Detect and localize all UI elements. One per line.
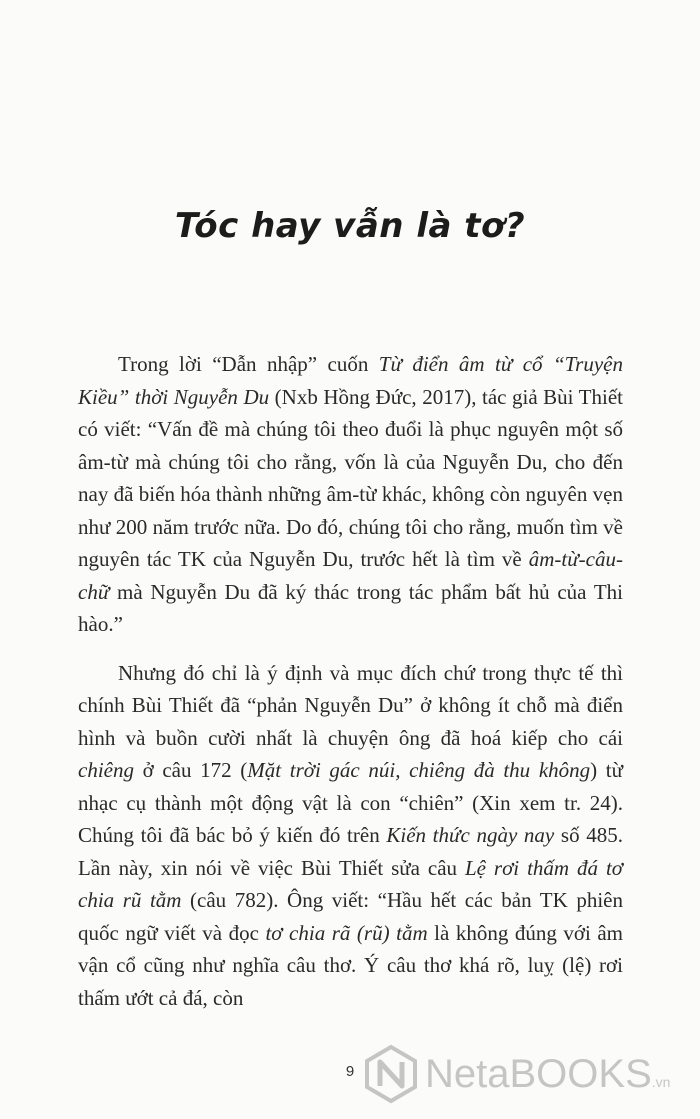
text-segment: Trong lời “Dẫn nhập” cuốn <box>118 352 379 376</box>
text-segment: Nhưng đó chỉ là ý định và mục đích chứ trong thực tế thì chính Bùi Thiết đã “phản Nguyễn Du” ở không ít chỗ mà điển hình và buồn cười nhất là chuyện ông đã hoá kiếp cho cái <box>78 660 623 750</box>
paragraph <box>78 657 623 1015</box>
text-segment: (câu 782). Ông viết: “Hầu hết các bản TK phiên quốc ngữ viết và đọc <box>78 888 624 945</box>
page-number: 9 <box>345 1063 355 1080</box>
paragraph <box>78 348 623 641</box>
text-segment: mà Nguyễn Du đã ký thác trong tác phẩm bất hủ của Thi hào.” <box>78 579 623 636</box>
text-segment: (Nxb Hồng Đức, 2017), tác giả Bùi Thiết có viết: “Vấn đề mà chúng tôi theo đuổi là phục nguyên một số âm-từ mà chúng tôi cho rằng, vốn là của Nguyễn Du, cho đến nay đã biến hóa thành những âm-từ khác, không còn nguyên vẹn như 200 năm trước nữa. Do đó, chúng tôi cho rằng, muốn tìm về nguyên tác TK của Nguyễn Du, trước hết là tìm về <box>78 384 623 571</box>
italic-text-segment: Lệ rơi thấm đá tơ chia rũ tằm <box>78 855 623 912</box>
italic-text-segment: tơ chia rã (rũ) tằm <box>265 920 428 945</box>
italic-text-segment: chiêng <box>78 758 134 782</box>
body-text <box>78 348 623 1014</box>
watermark-tld: .vn <box>651 1073 671 1090</box>
netabooks-watermark <box>363 1042 693 1106</box>
text-segment: ) từ nhạc cụ thành một động vật là con “chiên” (Xin xem tr. 24). Chúng tôi đã bác bỏ ý kiến đó trên <box>78 758 624 847</box>
text-segment: ở câu 172 ( <box>133 758 248 782</box>
italic-text-segment: Từ điển âm từ cổ “Truyện Kiều” thời Nguyễn Du <box>78 352 623 409</box>
watermark-text <box>425 1052 670 1097</box>
italic-text-segment: âm-từ-câu-chữ <box>78 547 623 604</box>
chapter-title: Tóc hay vẫn là tơ? <box>174 206 526 246</box>
watermark-brand: NetaBOOKS <box>425 1051 652 1096</box>
netabooks-logo-icon <box>363 1044 419 1104</box>
text-segment: số 485. Lần này, xin nói về việc Bùi Thiết sửa câu <box>78 823 623 880</box>
italic-text-segment: Kiến thức ngày nay <box>386 823 555 847</box>
italic-text-segment: Mặt trời gác núi, chiêng đà thu không <box>247 758 591 782</box>
text-segment: là không đúng với âm vận cổ cũng như nghĩa câu thơ. Ý câu thơ khá rõ, luỵ (lệ) rơi thấm ướt cả đá, còn <box>78 920 623 1010</box>
